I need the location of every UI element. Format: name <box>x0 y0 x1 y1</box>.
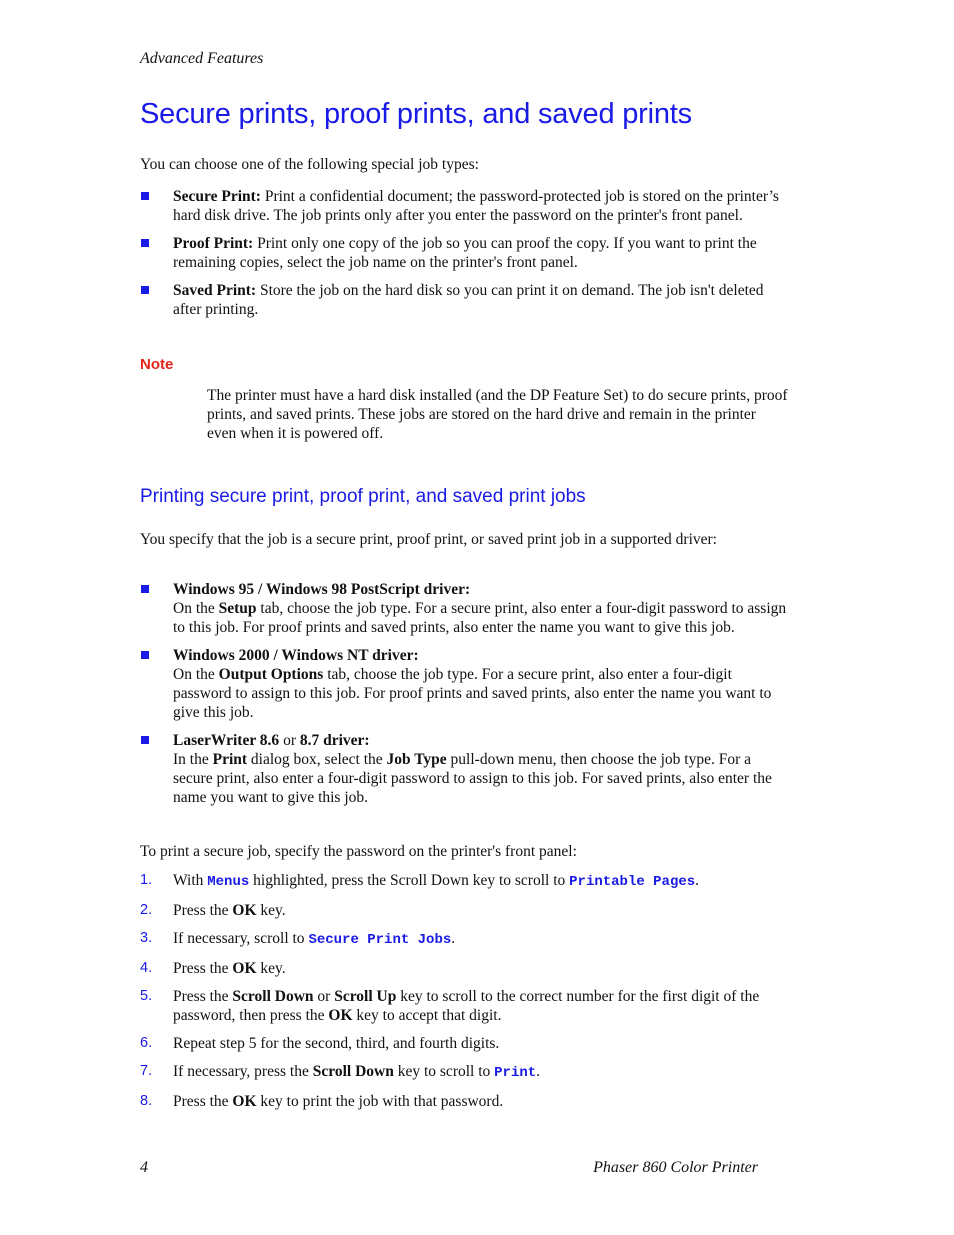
square-bullet-icon <box>141 286 149 294</box>
term: Saved Print: <box>173 282 257 299</box>
step-item: 3. If necessary, scroll to Secure Print Jobs. <box>140 930 456 948</box>
section-subtitle: Printing secure print, proof print, and saved print jobs <box>140 486 586 507</box>
procedure-steps <box>140 871 790 1120</box>
list-item <box>140 187 790 225</box>
running-header: Advanced Features <box>140 50 264 67</box>
step-number: 6. <box>140 1035 153 1051</box>
term: Proof Print: <box>173 235 254 252</box>
square-bullet-icon <box>141 239 149 247</box>
intro-paragraph: You can choose one of the following special job types: <box>140 156 479 173</box>
square-bullet-icon <box>141 192 149 200</box>
list-item <box>140 234 790 272</box>
menu-code: Secure Print Jobs <box>308 932 452 948</box>
step-item: 5. Press the Scroll Down or Scroll Up key to scroll to the correct number for the first digit of the password, then press the OK key to accept that digit. <box>140 988 760 1024</box>
menu-code: Print <box>494 1065 537 1081</box>
step-item: 7. If necessary, press the Scroll Down key to scroll to Print. <box>140 1063 541 1081</box>
step-item: 1. With Menus highlighted, press the Scroll Down key to scroll to Printable Pages. <box>140 872 700 890</box>
driver-name: LaserWriter 8.6 <box>173 732 280 749</box>
driver-list <box>140 580 790 816</box>
note-text: The printer must have a hard disk installed (and the DP Feature Set) to do secure prints, proof prints, and saved prints. These jobs are stored on the hard drive and remain in the printer even when it is powered off. <box>207 387 788 442</box>
page-number: 4 <box>140 1159 148 1176</box>
menu-code: Menus <box>207 874 250 890</box>
list-item: Windows 95 / Windows 98 PostScript driver: On the Setup tab, choose the job type. For a secure print, also enter a four-digit password to assign to this job. For proof prints and saved prints, also enter the name you want to give this job. <box>140 580 790 637</box>
menu-code: Printable Pages <box>569 874 696 890</box>
step-number: 8. <box>140 1093 153 1109</box>
driver-name: Windows 95 / Windows 98 PostScript driver: <box>173 581 471 598</box>
step-number: 3. <box>140 930 153 946</box>
list-item: LaserWriter 8.6 or 8.7 driver: In the Print dialog box, select the Job Type pull-down menu, then choose the job type. For a secure print, also enter a four-digit password to assign to this job. For saved prints, also enter the name you want to give this job. <box>140 731 790 807</box>
term: Secure Print: <box>173 188 261 205</box>
running-footer: Phaser 860 Color Printer <box>593 1159 758 1176</box>
description: Print a confidential document; the password-protected job is stored on the printer’s hard disk drive. The job prints only after you enter the password on the printer's front panel. <box>173 188 779 224</box>
step-item: 2. Press the OK key. <box>140 902 286 919</box>
step-item: 6. Repeat step 5 for the second, third, and fourth digits. <box>140 1035 500 1052</box>
step-number: 7. <box>140 1063 153 1079</box>
description: Print only one copy of the job so you can proof the copy. If you want to print the remaining copies, select the job name on the printer's front panel. <box>173 235 757 271</box>
square-bullet-icon <box>141 585 149 593</box>
list-item: Windows 2000 / Windows NT driver: On the Output Options tab, choose the job type. For a secure print, also enter a four-digit password to assign to this job. For proof prints and saved prints, also enter the name you want to give this job. <box>140 646 790 722</box>
step-item: 4. Press the OK key. <box>140 960 286 977</box>
square-bullet-icon <box>141 651 149 659</box>
step-number: 1. <box>140 872 153 888</box>
step-number: 2. <box>140 902 153 918</box>
job-type-list <box>140 187 790 328</box>
step-number: 4. <box>140 960 153 976</box>
page-title: Secure prints, proof prints, and saved prints <box>140 98 692 130</box>
description: Store the job on the hard disk so you can print it on demand. The job isn't deleted after printing. <box>173 282 764 318</box>
steps-intro-paragraph: To print a secure job, specify the password on the printer's front panel: <box>140 843 577 860</box>
driver-intro-paragraph: You specify that the job is a secure print, proof print, or saved print job in a supported driver: <box>140 531 717 548</box>
step-item: 8. Press the OK key to print the job with that password. <box>140 1093 504 1110</box>
driver-name: Windows 2000 / Windows NT driver: <box>173 647 419 664</box>
list-item <box>140 281 790 319</box>
step-number: 5. <box>140 988 153 1004</box>
note-label: Note <box>140 356 174 373</box>
square-bullet-icon <box>141 736 149 744</box>
